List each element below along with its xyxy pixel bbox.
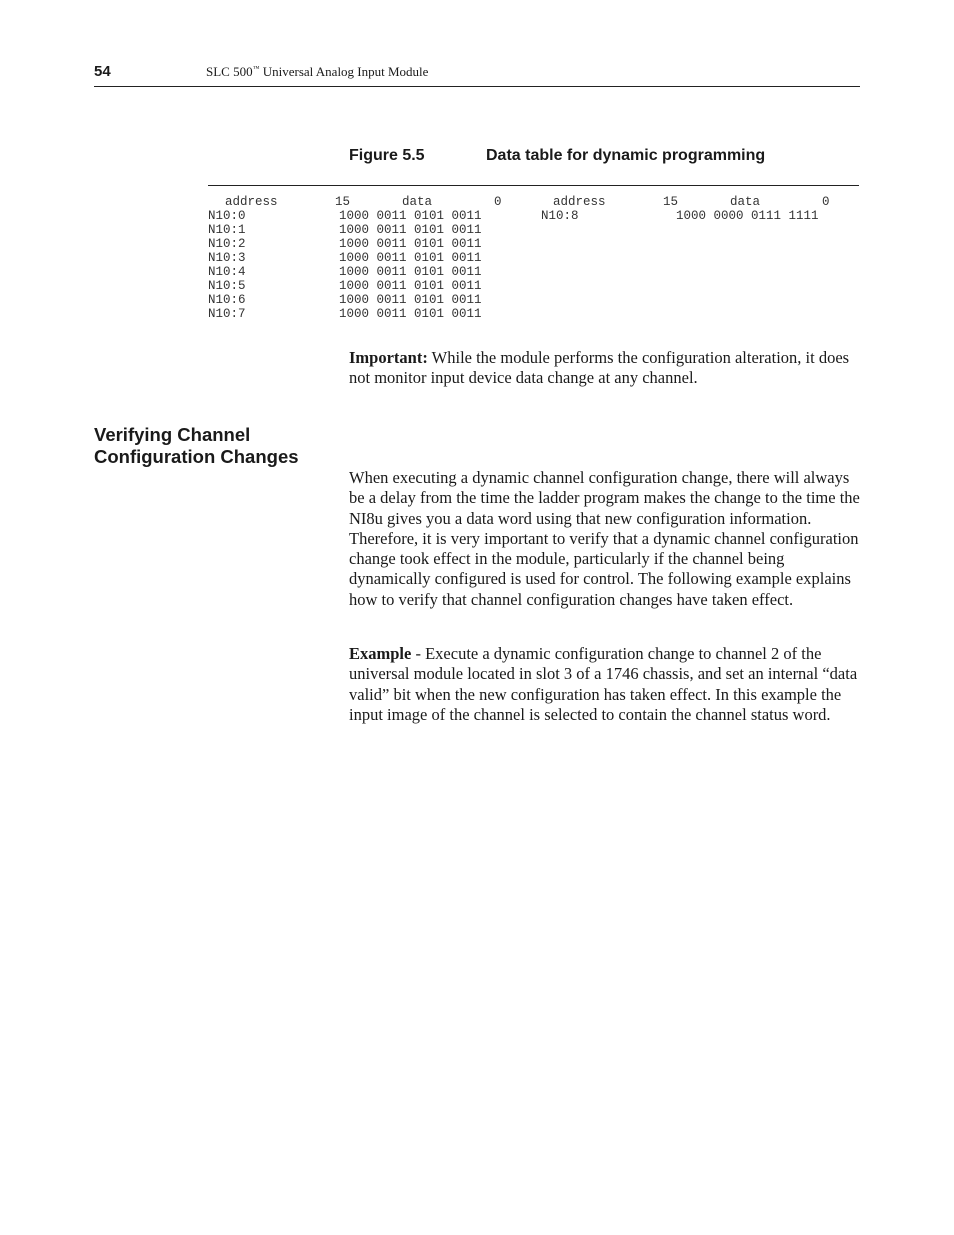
table-row-data: 1000 0011 0101 0011 — [339, 223, 482, 237]
running-title-main: SLC 500 — [206, 64, 253, 79]
figure-label: Figure 5.5 — [349, 147, 425, 164]
table-row-data: 1000 0000 0111 1111 — [676, 209, 819, 223]
trademark-symbol: ™ — [252, 64, 260, 73]
page-header — [94, 60, 860, 87]
left-bit-high-header: 15 — [335, 195, 351, 209]
table-row-data: 1000 0011 0101 0011 — [339, 279, 482, 293]
table-row-address: N10:7 — [208, 307, 246, 321]
right-bit-low-header: 0 — [822, 195, 830, 209]
left-bit-low-header: 0 — [494, 195, 502, 209]
table-row-data: 1000 0011 0101 0011 — [339, 251, 482, 265]
left-data-header: data — [402, 195, 433, 209]
figure-title: Data table for dynamic programming — [486, 147, 766, 164]
table-row-address: N10:6 — [208, 293, 246, 307]
table-row-address: N10:3 — [208, 251, 246, 265]
table-top-rule — [208, 185, 859, 186]
running-title-rest: Universal Analog Input Module — [259, 64, 429, 79]
table-row-data: 1000 0011 0101 0011 — [339, 265, 482, 279]
table-row-data: 1000 0011 0101 0011 — [339, 209, 482, 223]
running-title — [206, 64, 428, 80]
table-row-address: N10:0 — [208, 209, 246, 223]
example-text: - Execute a dynamic configuration change to channel 2 of the universal module located in slot 3 of a 1746 chassis, and set an internal “data valid” bit when the new configuration has taken effect. In this example the input image of the channel is selected to contain the channel status word. — [349, 644, 858, 724]
table-row-data: 1000 0011 0101 0011 — [339, 237, 482, 251]
right-address-header: address — [553, 195, 606, 209]
right-bit-high-header: 15 — [663, 195, 679, 209]
table-row-address: N10:1 — [208, 223, 246, 237]
important-note — [349, 348, 861, 389]
body-paragraph: When executing a dynamic channel configuration change, there will always be a delay from the time the ladder program makes the change to the time the NI8u gives you a data word using that new configuration information. Therefore, it is very important to verify that a dynamic channel configuration change took effect in the module, particularly if the channel being dynamically configured is used for control. The following example explains how to verify that channel configuration changes have taken effect. — [349, 468, 860, 609]
example-paragraph — [349, 644, 861, 725]
section-heading: Verifying Channel Configuration Changes — [94, 424, 299, 467]
table-row-address: N10:5 — [208, 279, 246, 293]
example-label: Example — [349, 644, 412, 663]
important-text: While the module performs the configuration alteration, it does not monitor input device data change at any channel. — [349, 348, 850, 388]
page-number: 54 — [94, 63, 111, 80]
table-row-address: N10:2 — [208, 237, 246, 251]
important-label: Important: — [349, 348, 428, 367]
right-data-header: data — [730, 195, 761, 209]
table-row-address: N10:4 — [208, 265, 246, 279]
left-address-header: address — [225, 195, 278, 209]
table-row-address: N10:8 — [541, 209, 579, 223]
table-row-data: 1000 0011 0101 0011 — [339, 307, 482, 321]
table-row-data: 1000 0011 0101 0011 — [339, 293, 482, 307]
